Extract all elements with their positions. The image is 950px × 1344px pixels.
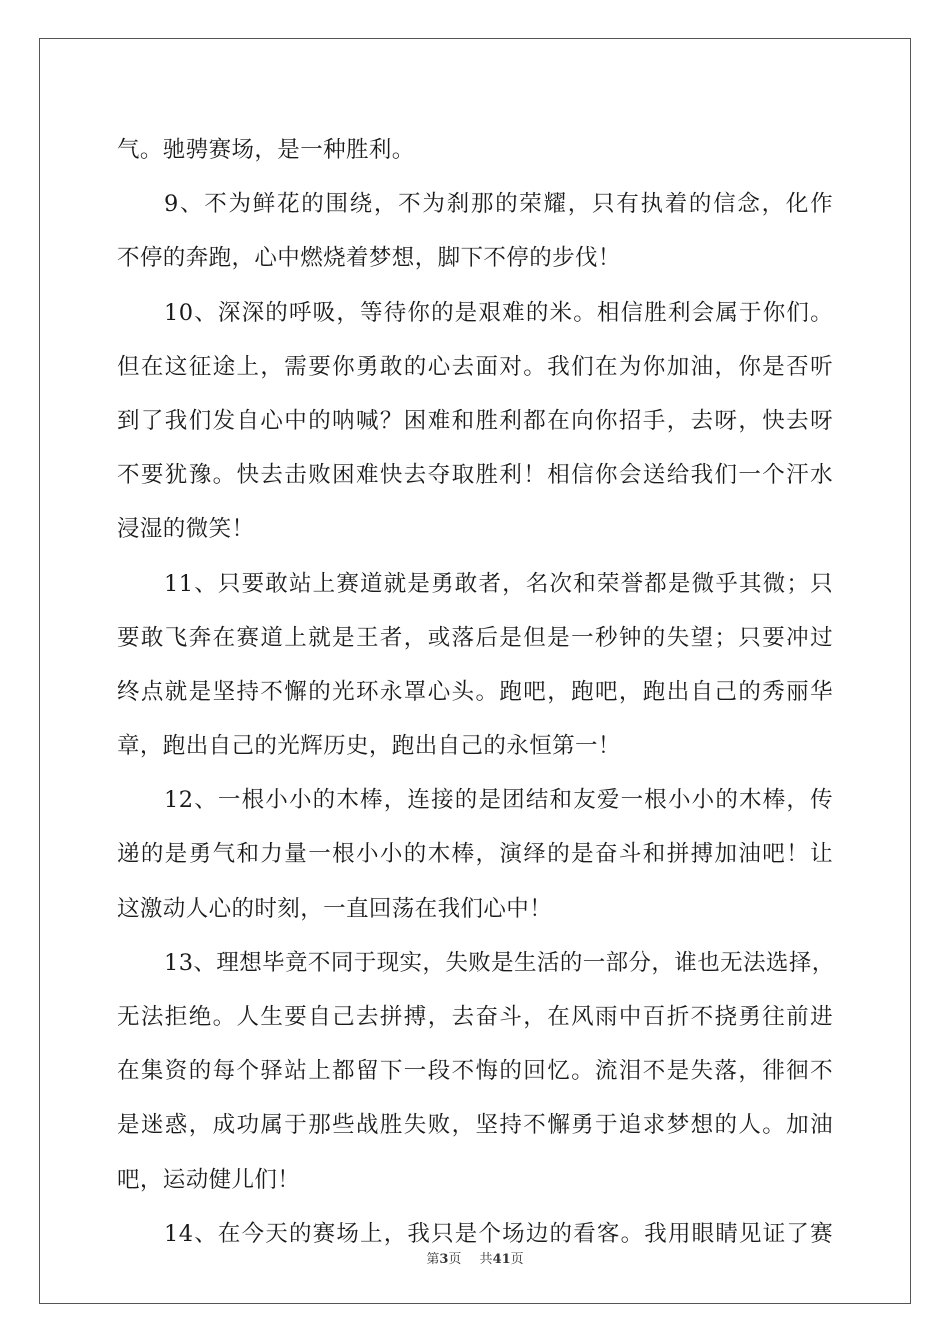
text-line: 不要犹豫。快去击败困难快去夺取胜利！相信你会送给我们一个汗水 — [117, 462, 833, 489]
text-line: 是迷惑，成功属于那些战胜失败，坚持不懈勇于追求梦想的人。加油 — [117, 1112, 833, 1139]
text-line: 章，跑出自己的光辉历史，跑出自己的永恒第一！ — [117, 733, 621, 760]
page-footer — [0, 1248, 950, 1267]
document-body — [117, 128, 833, 1266]
text-line: 递的是勇气和力量一根小小的木棒，演绎的是奋斗和拼搏加油吧！让 — [117, 841, 833, 868]
text-line: 气。驰骋赛场，是一种胜利。 — [117, 137, 415, 163]
text-line: 到了我们发自心中的呐喊？困难和胜利都在向你招手，去呀，快去呀 — [117, 407, 833, 434]
text-line: 9、不为鲜花的围绕，不为刹那的荣耀，只有执着的信念，化作 — [164, 191, 833, 218]
text-line: 14、在今天的赛场上，我只是个场边的看客。我用眼睛见证了赛 — [164, 1220, 833, 1247]
text-line: 要敢飞奔在赛道上就是王者，或落后是但是一秒钟的失望；只要冲过 — [117, 624, 833, 651]
text-line: 10、深深的呼吸，等待你的是艰难的米。相信胜利会属于你们。 — [164, 299, 833, 326]
text-line: 11、只要敢站上赛道就是勇敢者，名次和荣誉都是微乎其微；只 — [164, 570, 833, 597]
text-line: 吧，运动健儿们！ — [117, 1166, 301, 1193]
text-line: 但在这征途上，需要你勇敢的心去面对。我们在为你加油，你是否听 — [117, 353, 833, 380]
text-line: 13、理想毕竟不同于现实，失败是生活的一部分，谁也无法选择， — [164, 949, 835, 976]
total-pages-indicator: 共41页 — [479, 1252, 524, 1267]
text-line: 终点就是坚持不懈的光环永罩心头。跑吧，跑吧，跑出自己的秀丽华 — [117, 678, 833, 705]
text-line: 这激动人心的时刻，一直回荡在我们心中！ — [117, 895, 553, 922]
text-line: 12、一根小小的木棒，连接的是团结和友爱一根小小的木棒，传 — [164, 787, 833, 814]
page-indicator: 第3页 — [426, 1252, 462, 1267]
text-line: 无法拒绝。人生要自己去拼搏，去奋斗，在风雨中百折不挠勇往前进 — [117, 1004, 833, 1030]
text-line: 在集资的每个驿站上都留下一段不悔的回忆。流泪不是失落，徘徊不 — [117, 1058, 833, 1085]
text-line: 不停的奔跑，心中燃烧着梦想，脚下不停的步伐！ — [117, 245, 621, 272]
text-line: 浸湿的微笑！ — [117, 516, 255, 543]
